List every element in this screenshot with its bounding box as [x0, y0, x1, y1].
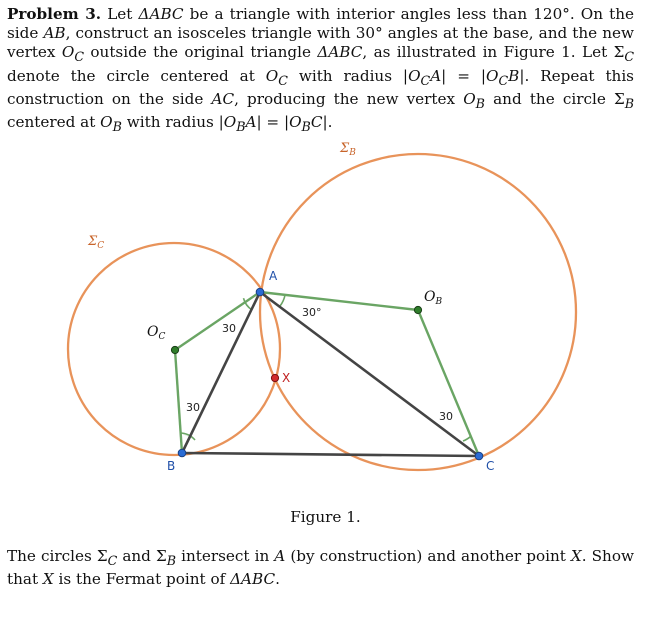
math: Σ	[155, 547, 167, 565]
text: (by construction) and another point	[285, 547, 571, 565]
text: | = |	[441, 66, 487, 85]
math: Σ	[613, 89, 625, 108]
math: ΔABC	[230, 570, 276, 589]
text: and	[117, 547, 156, 565]
text: , as illustrated in Figure 1. Let	[362, 43, 614, 62]
math: A	[274, 547, 286, 565]
text: , construct an isosceles triangle with 30° angles at the base, and the new vertex	[7, 24, 634, 62]
math: ΔABC	[317, 43, 363, 62]
point-a	[256, 288, 264, 296]
math: AC	[211, 89, 235, 108]
label-b: B	[167, 459, 176, 473]
point-x	[271, 374, 278, 381]
math: Σ	[613, 43, 625, 62]
text: with radius |	[121, 113, 224, 132]
point-oc	[171, 346, 178, 353]
math: O	[289, 113, 302, 132]
text: |.	[322, 113, 333, 132]
angle-arc-a-right	[280, 295, 285, 306]
text: denote the circle centered at	[7, 66, 266, 85]
math-sub: B	[301, 119, 311, 135]
text: and the circle	[484, 89, 614, 108]
side-ac	[260, 292, 479, 456]
math: O	[61, 43, 75, 62]
side-bc	[182, 453, 479, 456]
side-ab	[182, 292, 260, 453]
text: be a triangle with interior angles less than 120°. On the side	[7, 5, 634, 43]
math-sub: C	[74, 49, 85, 65]
math-sub: C	[107, 553, 118, 569]
math: B	[508, 66, 520, 85]
math-sub: C	[498, 72, 509, 88]
math-sub: B	[236, 119, 246, 135]
text: . Show that	[7, 547, 634, 589]
point-ob	[414, 306, 421, 313]
label-ob: $O_B$	[424, 289, 443, 307]
math: X	[570, 547, 582, 565]
math: O	[486, 66, 499, 85]
math-sub: C	[624, 49, 634, 65]
problem-heading: Problem 3.	[7, 5, 102, 23]
math-sub: B	[112, 119, 122, 135]
math-sub: B	[475, 95, 485, 111]
math: Σ	[96, 547, 108, 565]
point-b	[178, 449, 186, 457]
segment-oc-b	[175, 350, 182, 453]
math-sub: B	[624, 95, 635, 111]
figure-caption: Figure 1.	[290, 508, 361, 526]
text: .	[275, 570, 280, 589]
math-sub: B	[166, 553, 177, 569]
question-statement	[7, 547, 634, 589]
text: Let	[101, 5, 139, 23]
math: ΔABC	[138, 5, 184, 23]
math-sub: C	[420, 72, 431, 88]
label-sigma-c: $\Sigma_C$	[88, 234, 105, 251]
math: O	[265, 66, 279, 85]
text: intersect in	[176, 547, 275, 565]
text: | = |	[256, 113, 290, 132]
math: O	[408, 66, 421, 85]
text: outside the original triangle	[84, 43, 318, 62]
math: O	[223, 113, 237, 132]
text: , producing the new vertex	[234, 89, 464, 108]
math: O	[463, 89, 476, 108]
text: centered at	[7, 113, 101, 132]
math: A	[245, 113, 257, 132]
angle-label-a-right: 30°	[302, 306, 322, 319]
label-sigma-b: $\Sigma_B$	[340, 141, 356, 158]
math: O	[100, 113, 113, 132]
math: A	[430, 66, 442, 85]
label-x: X	[282, 371, 291, 385]
text: The circles	[7, 547, 97, 565]
text: with radius |	[287, 66, 409, 85]
text: |. Repeat this construction on the side	[7, 66, 634, 108]
angle-label-b: 30	[186, 401, 200, 414]
text: is the Fermat point of	[53, 570, 231, 589]
label-c: C	[486, 459, 495, 473]
math: X	[42, 570, 54, 589]
math: AB	[43, 24, 66, 43]
angle-label-a-left: 30	[222, 322, 236, 335]
angle-label-c: 30	[439, 410, 453, 423]
math-sub: C	[278, 72, 288, 88]
label-oc: $O_C$	[147, 324, 166, 342]
point-c	[475, 452, 483, 460]
label-a: A	[269, 269, 278, 283]
math: C	[310, 113, 323, 132]
